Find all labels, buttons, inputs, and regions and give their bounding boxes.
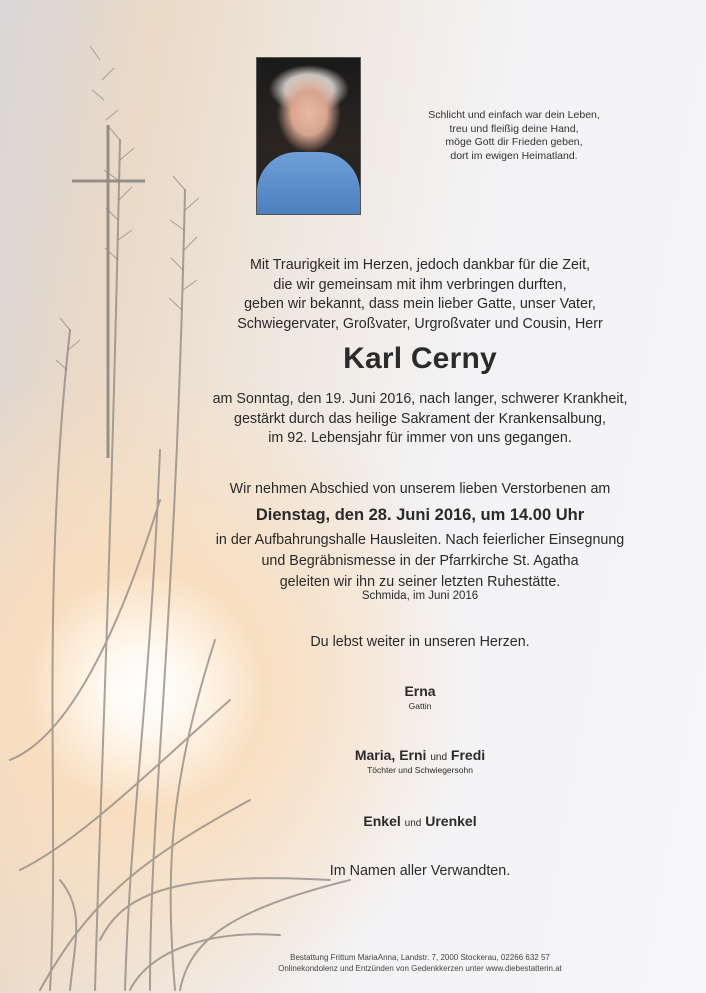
remembrance-line: Du lebst weiter in unseren Herzen. (310, 634, 530, 650)
death-line: gestärkt durch das heilige Sakrament der Krankensalbung, (234, 410, 606, 427)
mourner-children (190, 747, 650, 775)
funeral-details (190, 479, 650, 593)
farewell-line: und Begräbnismesse in der Pfarrkirche St. Agatha (261, 553, 579, 569)
intro-line: die wir gemeinsam mit ihm verbringen durften, (273, 276, 567, 293)
mourner-name-a: Enkel (363, 813, 401, 829)
footer (190, 953, 650, 974)
mourner-name-b: Urenkel (425, 813, 477, 829)
portrait-photo (256, 57, 361, 215)
mourner-name-a: Maria, Erni (354, 747, 427, 763)
mourner-role: Gattin (408, 701, 432, 711)
mourner-grandchildren (190, 813, 650, 829)
footer-website: Onlinekondolenz und Entzünden von Gedenkkerzen unter www.diebestatterin.at (278, 963, 562, 973)
announcement-intro (190, 256, 650, 334)
farewell-line: geleiten wir ihn zu seiner letzten Ruhestätte. (279, 574, 561, 590)
mourner-name-b: Fredi (450, 747, 486, 763)
conjunction: und (430, 752, 448, 763)
mourner-name (190, 747, 650, 763)
intro-line: geben wir bekannt, dass mein lieber Gatte, unser Vater, (244, 296, 596, 313)
farewell-intro: Wir nehmen Abschied von unserem lieben Verstorbenen am (229, 481, 611, 497)
death-notice (190, 390, 650, 449)
poem-line: möge Gott dir Frieden geben, (445, 136, 583, 149)
place-and-date: Schmida, im Juni 2016 (361, 590, 479, 602)
intro-line: Schwiegervater, Großvater, Urgroßvater und Cousin, Herr (237, 315, 603, 332)
mourner-spouse (190, 683, 650, 711)
poem-line: treu und fleißig deine Hand, (449, 122, 579, 135)
death-line: am Sonntag, den 19. Juni 2016, nach langer, schwerer Krankheit, (212, 391, 628, 407)
farewell-line: in der Aufbahrungshalle Hausleiten. Nach feierlicher Einsegnung (215, 532, 625, 548)
mourner-name: Erna (404, 683, 436, 699)
footer-address: Bestattung Frittum MariaAnna, Landstr. 7, 2000 Stockerau, 02266 632 57 (290, 953, 550, 962)
intro-line: Mit Traurigkeit im Herzen, jedoch dankbar für die Zeit, (249, 257, 591, 273)
deceased-name: Karl Cerny (343, 342, 497, 375)
funeral-date: Dienstag, den 28. Juni 2016, um 14.00 Uhr (255, 506, 585, 524)
memorial-poem (400, 109, 628, 163)
poem-line: Schlicht und einfach war dein Leben, (428, 109, 600, 121)
conjunction: und (404, 818, 422, 829)
cross (72, 125, 145, 458)
poem-line: dort im ewigen Heimatland. (450, 149, 578, 162)
death-line: im 92. Lebensjahr für immer von uns gegangen. (268, 430, 572, 447)
mourner-role: Töchter und Schwiegersohn (367, 765, 473, 775)
relatives-line: Im Namen aller Verwandten. (329, 863, 511, 879)
mourner-name (190, 813, 650, 829)
